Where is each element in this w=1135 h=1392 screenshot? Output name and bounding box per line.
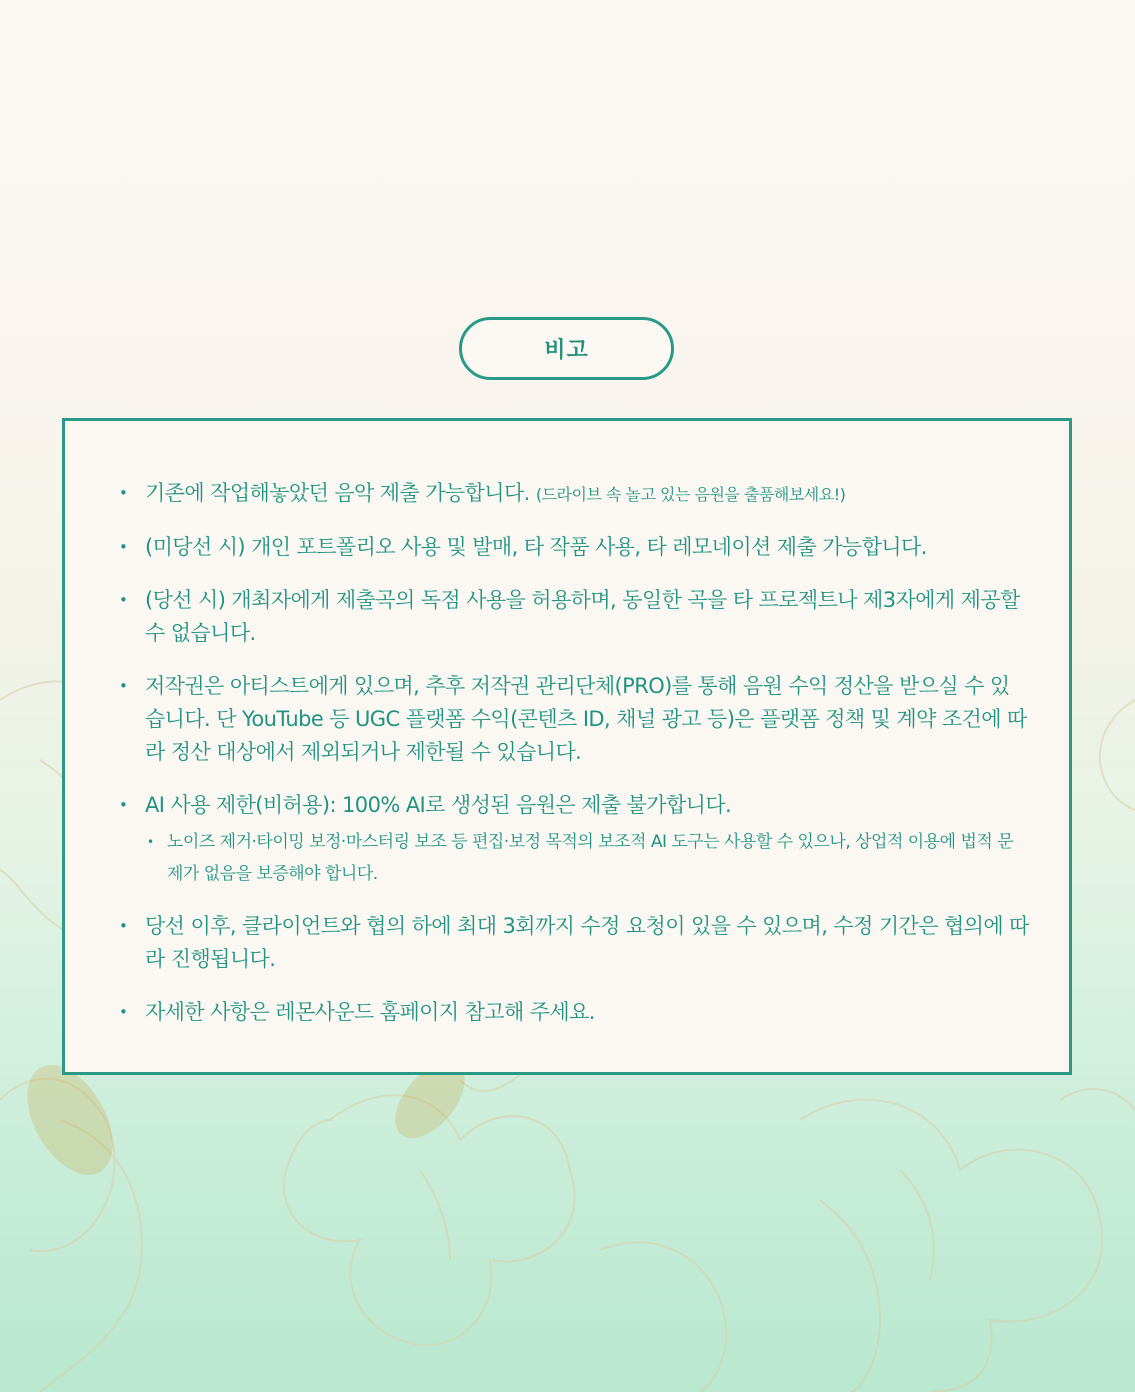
list-item (119, 996, 1029, 1029)
notes-card (62, 418, 1072, 1075)
note-small-text: (드라이브 속 놀고 있는 음원을 출품해보세요!) (535, 485, 846, 504)
note-text: (당선 시) 개최자에게 제출곡의 독점 사용을 허용하며, 동일한 곡을 타 프로젝트나 제3자에게 제공할 수 없습니다. (145, 588, 1020, 645)
notes-list (119, 477, 1029, 1029)
list-item (119, 584, 1029, 650)
list-item (119, 789, 1029, 890)
list-item (119, 477, 1029, 511)
list-item (119, 670, 1029, 769)
list-item (119, 531, 1029, 564)
note-text: 당선 이후, 클라이언트와 협의 하에 최대 3회까지 수정 요청이 있을 수 있으며, 수정 기간은 협의에 따라 진행됩니다. (145, 914, 1029, 971)
note-text: (미당선 시) 개인 포트폴리오 사용 및 발매, 타 작품 사용, 타 레모네이션 제출 가능합니다. (145, 535, 927, 559)
note-text: 저작권은 아티스트에게 있으며, 추후 저작권 관리단체(PRO)를 통해 음원 수익 정산을 받으실 수 있습니다. 단 YouTube 등 UGC 플랫폼 수익(콘텐츠 ID, 채널 광고 등)은 플랫폼 정책 및 계약 조건에 따라 정산 대상에서 제외되거나 제한될 수 있습니다. (145, 674, 1027, 764)
notes-section-title: 비고 (544, 338, 589, 363)
notes-section-badge (459, 317, 674, 380)
sub-list (145, 826, 1029, 890)
note-text: AI 사용 제한(비허용): 100% AI로 생성된 음원은 제출 불가합니다. (145, 793, 732, 817)
note-text: 기존에 작업해놓았던 음악 제출 가능합니다. (145, 481, 530, 505)
list-item (119, 910, 1029, 976)
note-text: 자세한 사항은 레몬사운드 홈페이지 참고해 주세요. (145, 1000, 595, 1024)
sub-list-item: • 노이즈 제거·타이밍 보정·마스터링 보조 등 편집·보정 목적의 보조적 AI 도구는 사용할 수 있으나, 상업적 이용에 법적 문제가 없음을 보증해야 합니다. (145, 826, 1029, 890)
